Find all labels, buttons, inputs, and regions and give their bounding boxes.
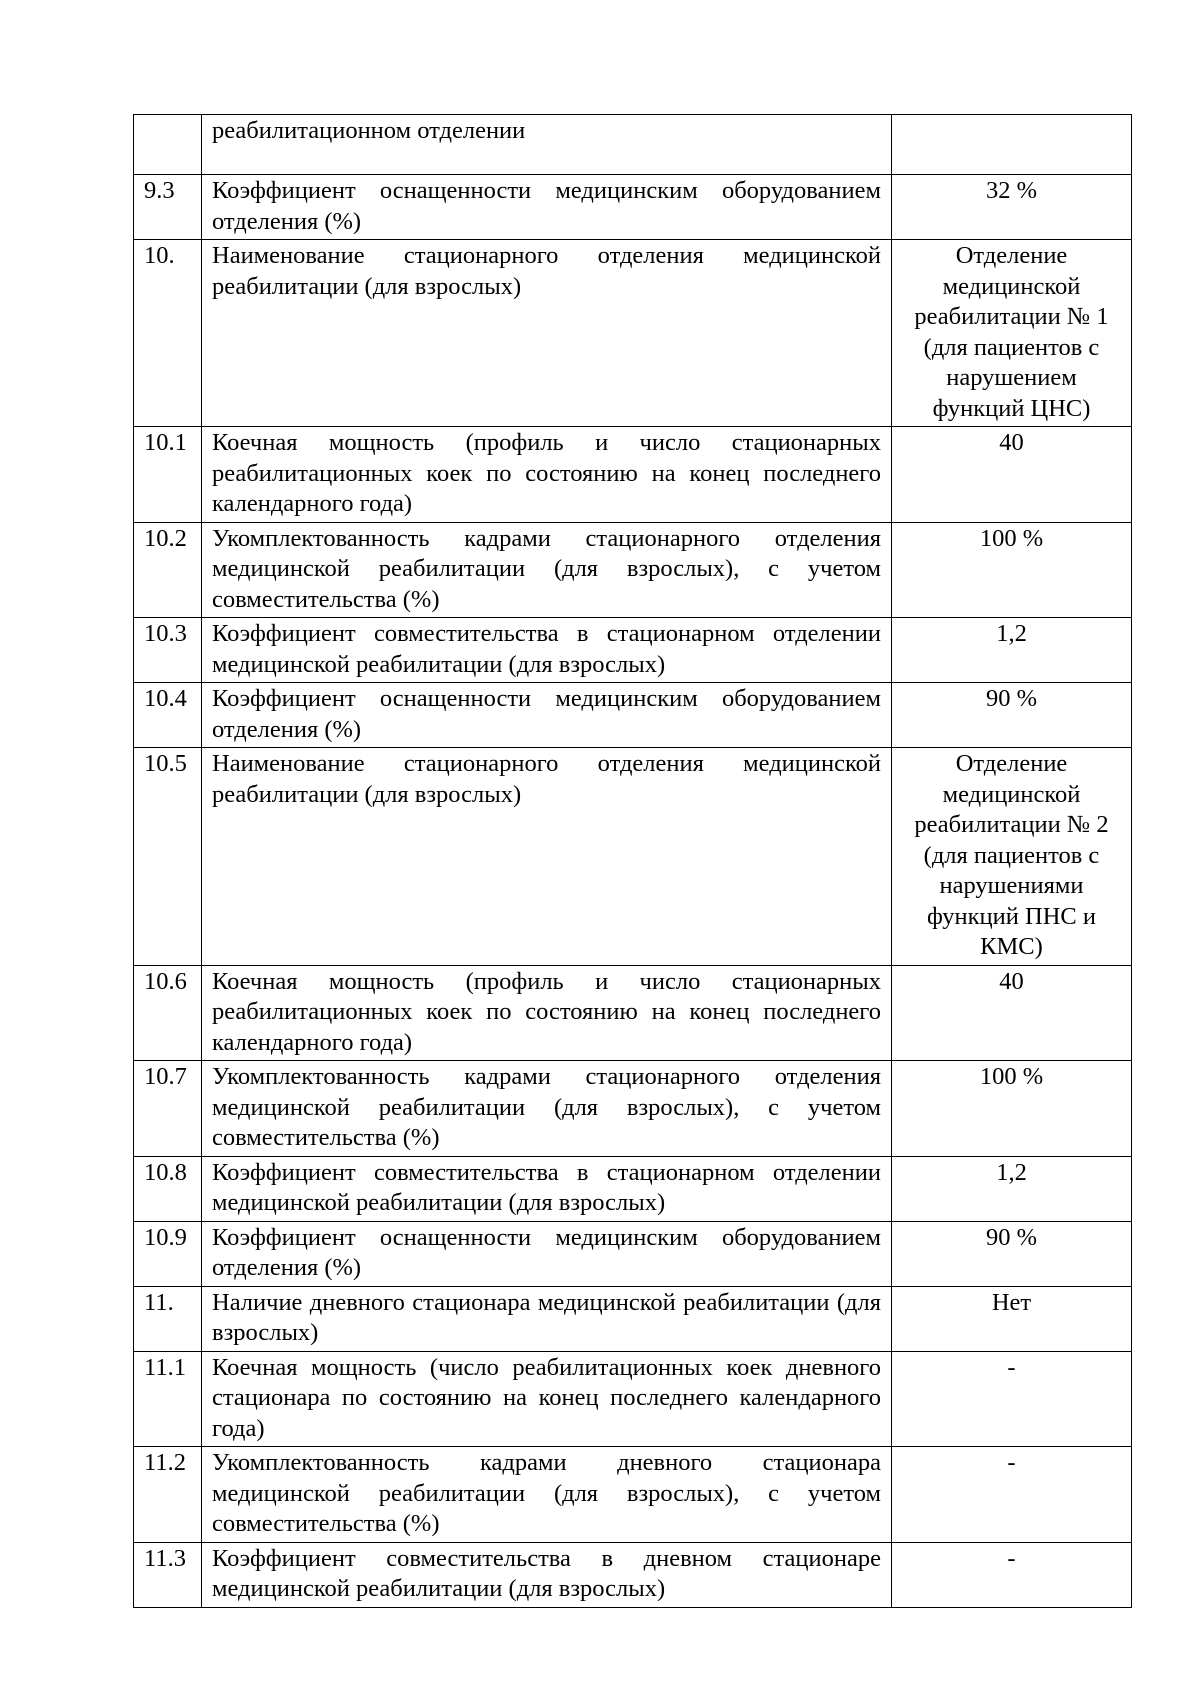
indicator-value-cell: 40 [892, 965, 1132, 1061]
row-number-cell: 10.2 [134, 522, 202, 618]
indicator-name-cell: Коэффициент оснащенности медицинским оборудованием отделения (%) [202, 1221, 892, 1286]
row-number-cell: 10.7 [134, 1061, 202, 1157]
indicator-name-cell: Коэффициент оснащенности медицинским оборудованием отделения (%) [202, 683, 892, 748]
indicator-name-cell: Коэффициент совместительства в стационарном отделении медицинской реабилитации (для взрослых) [202, 618, 892, 683]
indicator-value-cell: Нет [892, 1286, 1132, 1351]
row-number-cell: 10.6 [134, 965, 202, 1061]
row-number-cell: 9.3 [134, 175, 202, 240]
table-row [134, 115, 1132, 175]
row-number-cell: 10.3 [134, 618, 202, 683]
table-row [134, 683, 1132, 748]
indicator-value-cell: 90 % [892, 683, 1132, 748]
table-row [134, 240, 1132, 427]
row-number-cell: 11. [134, 1286, 202, 1351]
indicator-name-cell: Коэффициент оснащенности медицинским оборудованием отделения (%) [202, 175, 892, 240]
table-row [134, 1542, 1132, 1607]
row-number-cell: 11.3 [134, 1542, 202, 1607]
indicator-value-cell: 90 % [892, 1221, 1132, 1286]
row-number-cell: 10.9 [134, 1221, 202, 1286]
table-row [134, 965, 1132, 1061]
indicator-value-cell: Отделение медицинской реабилитации № 2 (для пациентов с нарушениями функций ПНС и КМС) [892, 748, 1132, 966]
row-number-cell: 11.1 [134, 1351, 202, 1447]
indicator-name-cell: Коечная мощность (профиль и число стационарных реабилитационных коек по состоянию на конец последнего календарного года) [202, 427, 892, 523]
indicator-table-body [134, 115, 1132, 1608]
row-number-cell [134, 115, 202, 175]
indicator-value-cell: 100 % [892, 1061, 1132, 1157]
table-row [134, 1351, 1132, 1447]
indicator-name-cell: Коечная мощность (число реабилитационных коек дневного стационара по состоянию на конец последнего календарного года) [202, 1351, 892, 1447]
indicator-value-cell: 32 % [892, 175, 1132, 240]
table-row [134, 1286, 1132, 1351]
indicator-value-cell: 1,2 [892, 1156, 1132, 1221]
indicator-value-cell: - [892, 1542, 1132, 1607]
table-row [134, 1221, 1132, 1286]
indicator-value-cell: 100 % [892, 522, 1132, 618]
indicator-name-cell: Наличие дневного стационара медицинской реабилитации (для взрослых) [202, 1286, 892, 1351]
row-number-cell: 10.5 [134, 748, 202, 966]
indicator-name-cell: Наименование стационарного отделения медицинской реабилитации (для взрослых) [202, 748, 892, 966]
indicator-value-cell: 40 [892, 427, 1132, 523]
indicator-name-cell: Коэффициент совместительства в дневном стационаре медицинской реабилитации (для взрослых) [202, 1542, 892, 1607]
table-row [134, 427, 1132, 523]
table-row [134, 618, 1132, 683]
table-row [134, 1061, 1132, 1157]
table-row [134, 748, 1132, 966]
indicator-name-cell: Укомплектованность кадрами стационарного отделения медицинской реабилитации (для взрослых), с учетом совместительства (%) [202, 522, 892, 618]
indicator-name-cell: реабилитационном отделении [202, 115, 892, 175]
indicator-name-cell: Наименование стационарного отделения медицинской реабилитации (для взрослых) [202, 240, 892, 427]
table-row [134, 1156, 1132, 1221]
row-number-cell: 10. [134, 240, 202, 427]
indicator-name-cell: Коэффициент совместительства в стационарном отделении медицинской реабилитации (для взрослых) [202, 1156, 892, 1221]
indicator-value-cell: 1,2 [892, 618, 1132, 683]
row-number-cell: 10.8 [134, 1156, 202, 1221]
table-row [134, 1447, 1132, 1543]
indicator-name-cell: Укомплектованность кадрами стационарного отделения медицинской реабилитации (для взрослых), с учетом совместительства (%) [202, 1061, 892, 1157]
indicator-name-cell: Укомплектованность кадрами дневного стационара медицинской реабилитации (для взрослых), с учетом совместительства (%) [202, 1447, 892, 1543]
table-row [134, 175, 1132, 240]
indicator-name-cell: Коечная мощность (профиль и число стационарных реабилитационных коек по состоянию на конец последнего календарного года) [202, 965, 892, 1061]
table-row [134, 522, 1132, 618]
indicator-table [133, 114, 1132, 1608]
row-number-cell: 10.1 [134, 427, 202, 523]
indicator-value-cell: Отделение медицинской реабилитации № 1 (для пациентов с нарушением функций ЦНС) [892, 240, 1132, 427]
indicator-value-cell: - [892, 1351, 1132, 1447]
row-number-cell: 11.2 [134, 1447, 202, 1543]
indicator-value-cell: - [892, 1447, 1132, 1543]
row-number-cell: 10.4 [134, 683, 202, 748]
indicator-value-cell [892, 115, 1132, 175]
